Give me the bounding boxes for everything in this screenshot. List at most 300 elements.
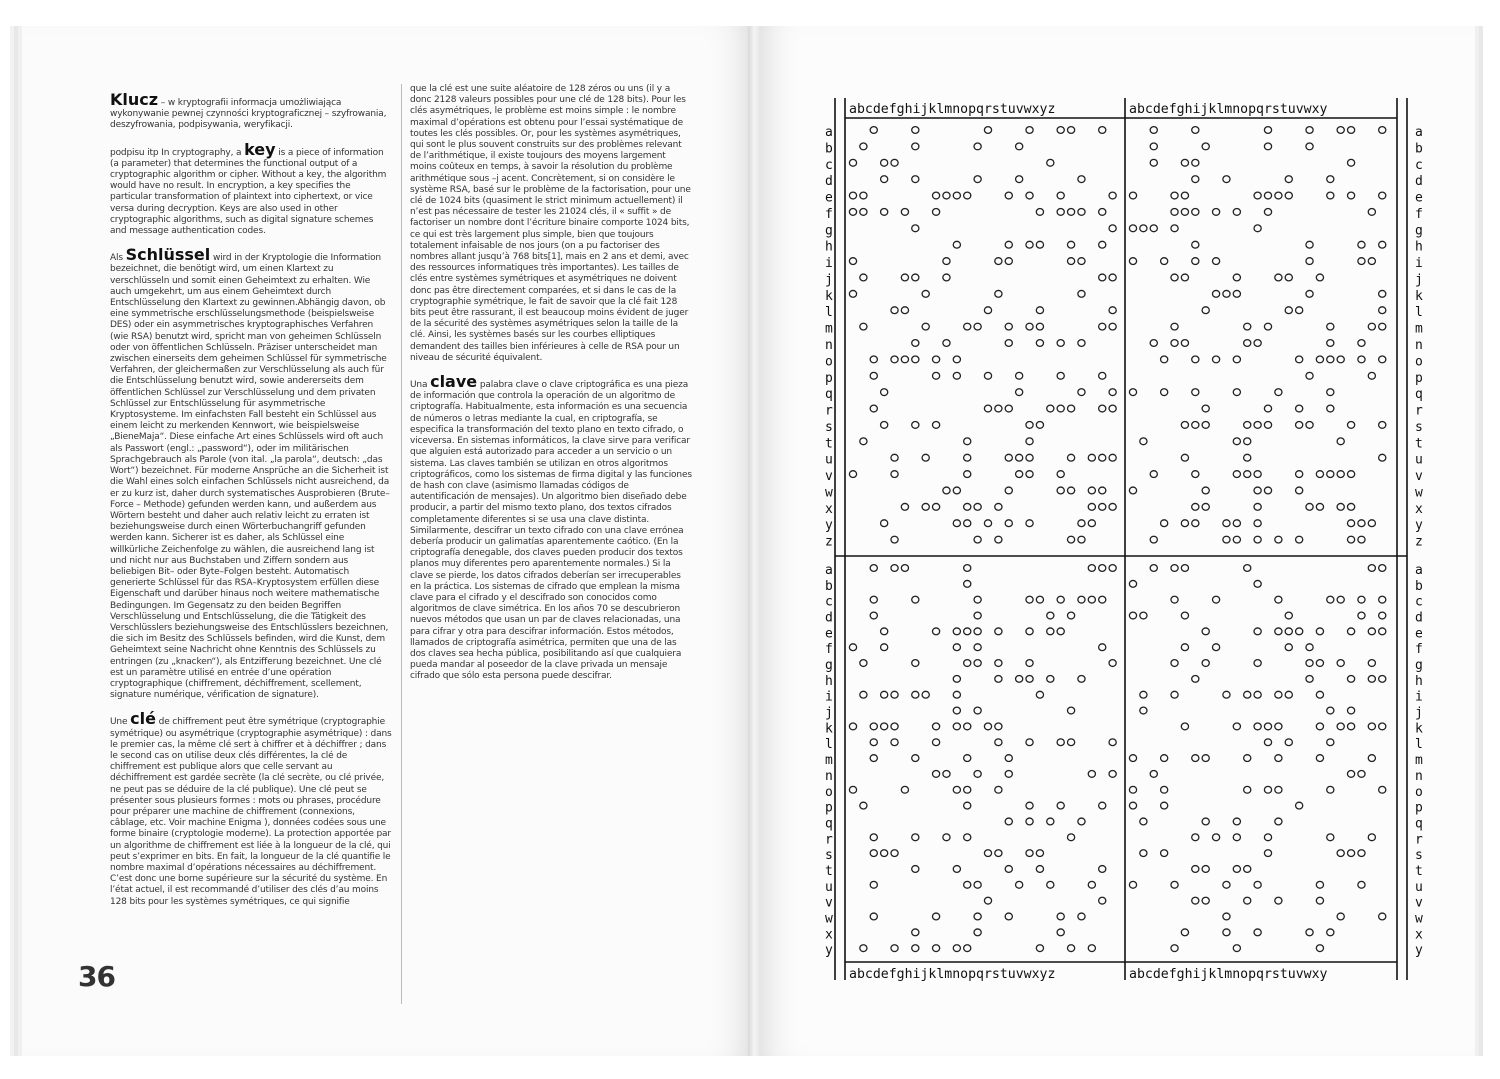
grille-row-label-left: h bbox=[825, 239, 833, 255]
grille-hole bbox=[1244, 323, 1251, 330]
grille-hole bbox=[881, 520, 888, 527]
grille-row-label-left: g bbox=[825, 223, 833, 239]
grille-hole bbox=[1212, 290, 1219, 297]
grille-hole bbox=[1088, 771, 1095, 778]
grille-hole bbox=[964, 580, 971, 587]
grille-hole bbox=[995, 786, 1002, 793]
grille-hole bbox=[1078, 536, 1085, 543]
grille-hole bbox=[1109, 192, 1116, 199]
grille-hole bbox=[1212, 834, 1219, 841]
grille-hole bbox=[995, 258, 1002, 265]
grille-hole bbox=[901, 307, 908, 314]
grille-hole bbox=[1129, 487, 1136, 494]
grille-hole bbox=[1161, 755, 1168, 762]
grille-hole bbox=[1358, 612, 1365, 619]
grille-hole bbox=[1337, 723, 1344, 730]
grille-hole bbox=[870, 405, 877, 412]
grille-hole bbox=[953, 675, 960, 682]
grille-hole bbox=[860, 945, 867, 952]
grille-hole bbox=[912, 834, 919, 841]
grille-hole bbox=[1150, 471, 1157, 478]
grille-hole bbox=[964, 192, 971, 199]
grille-hole bbox=[1016, 454, 1023, 461]
grille-hole bbox=[901, 274, 908, 281]
grille-hole bbox=[1078, 913, 1085, 920]
grille-hole bbox=[1316, 471, 1323, 478]
grille-hole bbox=[1306, 290, 1313, 297]
grille-hole bbox=[1347, 159, 1354, 166]
grille-hole bbox=[984, 897, 991, 904]
grille-hole bbox=[849, 290, 856, 297]
grille-hole bbox=[1223, 913, 1230, 920]
grille-hole bbox=[1088, 596, 1095, 603]
grille-hole bbox=[1192, 176, 1199, 183]
grille-hole bbox=[912, 596, 919, 603]
grille-row-label-right: y bbox=[1415, 943, 1423, 959]
grille-row-label-left: b bbox=[825, 141, 833, 157]
grille-hole bbox=[1306, 258, 1313, 265]
grille-hole bbox=[1088, 565, 1095, 572]
grille-hole bbox=[1026, 241, 1033, 248]
grille-row-label-right: k bbox=[1415, 288, 1423, 304]
grille-hole bbox=[1026, 660, 1033, 667]
grille-row-label-left: i bbox=[825, 689, 833, 705]
grille-hole bbox=[1036, 866, 1043, 873]
grille-hole bbox=[1306, 143, 1313, 150]
grille-hole bbox=[849, 723, 856, 730]
grille-hole bbox=[1181, 929, 1188, 936]
grille-hole bbox=[1275, 818, 1282, 825]
grille-hole bbox=[964, 503, 971, 510]
grille-hole bbox=[1347, 127, 1354, 134]
grille-hole bbox=[860, 192, 867, 199]
grille-row-label-left: e bbox=[825, 626, 833, 642]
grille-hole bbox=[891, 536, 898, 543]
grille-row-label-right: d bbox=[1415, 174, 1423, 190]
grille-hole bbox=[1181, 209, 1188, 216]
grille-hole bbox=[881, 723, 888, 730]
grille-hole bbox=[1005, 818, 1012, 825]
grille-hole bbox=[1140, 818, 1147, 825]
grille-hole bbox=[891, 565, 898, 572]
grille-hole bbox=[964, 755, 971, 762]
grille-row-label-left: x bbox=[825, 927, 833, 943]
grille-hole bbox=[1161, 258, 1168, 265]
grille-hole bbox=[995, 503, 1002, 510]
grille-hole bbox=[860, 802, 867, 809]
grille-hole bbox=[881, 209, 888, 216]
grille-hole bbox=[964, 660, 971, 667]
grille-hole bbox=[1264, 192, 1271, 199]
grille-hole bbox=[1016, 176, 1023, 183]
grille-row-label-right: s bbox=[1415, 419, 1423, 435]
grille-hole bbox=[943, 834, 950, 841]
grille-row-label-left: s bbox=[825, 848, 833, 864]
grille-hole bbox=[1067, 258, 1074, 265]
grille-hole bbox=[1285, 274, 1292, 281]
grille-hole bbox=[922, 454, 929, 461]
grille-hole bbox=[1379, 723, 1386, 730]
grille-hole bbox=[1327, 192, 1334, 199]
grille-hole bbox=[995, 739, 1002, 746]
grille-hole bbox=[1099, 209, 1106, 216]
grille-hole bbox=[932, 913, 939, 920]
grille-hole bbox=[1036, 945, 1043, 952]
grille-hole bbox=[1181, 340, 1188, 347]
grille-hole bbox=[1285, 691, 1292, 698]
grille-hole bbox=[1316, 755, 1323, 762]
grille-hole bbox=[1078, 258, 1085, 265]
grille-hole bbox=[932, 739, 939, 746]
grille-hole bbox=[1285, 192, 1292, 199]
grille-hole bbox=[1296, 356, 1303, 363]
grille-hole bbox=[1057, 596, 1064, 603]
grille-hole bbox=[1026, 802, 1033, 809]
grille-hole bbox=[1233, 520, 1240, 527]
grille-hole bbox=[1057, 913, 1064, 920]
grille-row-label-left: n bbox=[825, 338, 833, 353]
grille-hole bbox=[1088, 487, 1095, 494]
grille-hole bbox=[1223, 929, 1230, 936]
grille-row-label-right: s bbox=[1415, 848, 1423, 864]
grille-hole bbox=[1171, 596, 1178, 603]
grille-hole bbox=[1379, 307, 1386, 314]
grille-hole bbox=[1088, 945, 1095, 952]
grille-hole bbox=[1026, 628, 1033, 635]
grille-hole bbox=[1057, 802, 1064, 809]
grille-hole bbox=[1005, 241, 1012, 248]
grille-hole bbox=[1026, 127, 1033, 134]
grille-hole bbox=[1192, 503, 1199, 510]
grille-hole bbox=[943, 487, 950, 494]
grille-hole bbox=[1067, 405, 1074, 412]
grille-hole bbox=[1264, 850, 1271, 857]
grille-row-label-right: u bbox=[1415, 879, 1423, 895]
grille-hole bbox=[953, 723, 960, 730]
grille-hole bbox=[1192, 755, 1199, 762]
grille-hole bbox=[1254, 723, 1261, 730]
grille-hole bbox=[849, 786, 856, 793]
paragraph-clave bbox=[410, 372, 692, 682]
grille-hole bbox=[1026, 739, 1033, 746]
grille-hole bbox=[1327, 786, 1334, 793]
grille-hole bbox=[1285, 176, 1292, 183]
grille-hole bbox=[1057, 192, 1064, 199]
grille-row-label-right: q bbox=[1415, 816, 1423, 832]
grille-hole bbox=[1254, 881, 1261, 888]
grille-row-label-left: w bbox=[825, 911, 833, 927]
grille-hole bbox=[1358, 771, 1365, 778]
grille-hole bbox=[1358, 850, 1365, 857]
grille-hole bbox=[1316, 723, 1323, 730]
grille-hole bbox=[1047, 628, 1054, 635]
grille-hole bbox=[984, 307, 991, 314]
grille-hole bbox=[1358, 536, 1365, 543]
grille-hole bbox=[1316, 274, 1323, 281]
paragraph-lead: podpisu itp In cryptography, a bbox=[110, 147, 245, 158]
grille-hole bbox=[849, 209, 856, 216]
grille-hole bbox=[1088, 454, 1095, 461]
grille-hole bbox=[1088, 881, 1095, 888]
grille-hole bbox=[1347, 503, 1354, 510]
grille-hole bbox=[1233, 945, 1240, 952]
grille-hole bbox=[1358, 241, 1365, 248]
grille-hole bbox=[881, 850, 888, 857]
grille-hole bbox=[984, 127, 991, 134]
grille-hole bbox=[1244, 340, 1251, 347]
grille-hole bbox=[1358, 356, 1365, 363]
grille-hole bbox=[953, 487, 960, 494]
grille-hole bbox=[984, 372, 991, 379]
grille-hole bbox=[1171, 274, 1178, 281]
grille-hole bbox=[901, 209, 908, 216]
grille-hole bbox=[1099, 127, 1106, 134]
grille-hole bbox=[1026, 192, 1033, 199]
grille-hole bbox=[870, 755, 877, 762]
grille-hole bbox=[891, 691, 898, 698]
grille-hole bbox=[1078, 389, 1085, 396]
grille-hole bbox=[1047, 675, 1054, 682]
grille-hole bbox=[995, 290, 1002, 297]
grille-hole bbox=[1057, 405, 1064, 412]
grille-row-label-left: p bbox=[825, 370, 833, 386]
grille-hole bbox=[1067, 536, 1074, 543]
grille-row-label-left: e bbox=[825, 190, 833, 206]
grille-hole bbox=[974, 929, 981, 936]
grille-hole bbox=[1181, 612, 1188, 619]
grille-hole bbox=[953, 372, 960, 379]
grille-hole bbox=[1264, 405, 1271, 412]
grille-hole bbox=[1223, 176, 1230, 183]
grille-hole bbox=[995, 628, 1002, 635]
grille-hole bbox=[974, 612, 981, 619]
grille-hole bbox=[912, 422, 919, 429]
term-clave: clave bbox=[430, 372, 478, 392]
grille-hole bbox=[1057, 929, 1064, 936]
grille-hole bbox=[1254, 471, 1261, 478]
grille-hole bbox=[1296, 422, 1303, 429]
grille-row-label-right: i bbox=[1415, 256, 1423, 272]
term-schluessel: Schlüssel bbox=[125, 245, 211, 265]
grille-hole bbox=[1316, 691, 1323, 698]
grille-hole bbox=[1109, 503, 1116, 510]
grille-hole bbox=[953, 241, 960, 248]
grille-row-label-left: m bbox=[825, 321, 833, 337]
grille-hole bbox=[1296, 802, 1303, 809]
grille-hole bbox=[1327, 471, 1334, 478]
grille-hole bbox=[1047, 405, 1054, 412]
grille-hole bbox=[1223, 536, 1230, 543]
grille-hole bbox=[1171, 225, 1178, 232]
paragraph-klucz bbox=[110, 90, 392, 132]
grille-hole bbox=[1264, 143, 1271, 150]
grille-hole bbox=[974, 913, 981, 920]
grille-hole bbox=[932, 945, 939, 952]
grille-hole bbox=[1327, 707, 1334, 714]
grille-hole bbox=[974, 771, 981, 778]
grille-hole bbox=[860, 143, 867, 150]
grille-row-label-right: c bbox=[1415, 594, 1423, 610]
grille-row-label-left: q bbox=[825, 816, 833, 832]
grille-row-label-left: c bbox=[825, 594, 833, 610]
grille-row-label-left: s bbox=[825, 419, 833, 435]
grille-hole bbox=[1202, 866, 1209, 873]
grille-hole bbox=[1275, 723, 1282, 730]
grille-row-label-right: h bbox=[1415, 673, 1423, 689]
grille-hole bbox=[1306, 127, 1313, 134]
grille-hole bbox=[1337, 913, 1344, 920]
grille-hole bbox=[1171, 881, 1178, 888]
grille-hole bbox=[1358, 258, 1365, 265]
grille-row-label-right: b bbox=[1415, 578, 1423, 594]
grille-hole bbox=[1368, 209, 1375, 216]
grille-hole bbox=[1347, 707, 1354, 714]
grille-hole bbox=[1275, 755, 1282, 762]
grille-hole bbox=[1379, 422, 1386, 429]
grille-hole bbox=[953, 192, 960, 199]
term-klucz: Klucz bbox=[110, 90, 159, 109]
grille-row-label-right: w bbox=[1415, 911, 1423, 927]
grille-hole bbox=[849, 258, 856, 265]
grille-hole bbox=[932, 422, 939, 429]
grille-row-label-left: x bbox=[825, 501, 833, 517]
grille-hole bbox=[1306, 372, 1313, 379]
grille-hole bbox=[849, 159, 856, 166]
grille-hole bbox=[849, 192, 856, 199]
grille-hole bbox=[964, 786, 971, 793]
grille-hole bbox=[943, 192, 950, 199]
grille-hole bbox=[881, 422, 888, 429]
grille-hole bbox=[964, 628, 971, 635]
grille-hole bbox=[1192, 209, 1199, 216]
grille-hole bbox=[1129, 192, 1136, 199]
grille-hole bbox=[1150, 159, 1157, 166]
grille-hole bbox=[870, 596, 877, 603]
grille-hole bbox=[1244, 565, 1251, 572]
grille-hole bbox=[1016, 389, 1023, 396]
grille-hole bbox=[1099, 454, 1106, 461]
grille-row-label-left: d bbox=[825, 610, 833, 626]
grille-hole bbox=[1316, 503, 1323, 510]
grille-hole bbox=[912, 755, 919, 762]
grille-hole bbox=[1244, 691, 1251, 698]
grille-hole bbox=[1067, 127, 1074, 134]
grille-hole bbox=[1233, 471, 1240, 478]
grille-hole bbox=[849, 644, 856, 651]
grille-hole bbox=[1150, 340, 1157, 347]
grille-hole bbox=[1244, 786, 1251, 793]
grille-hole bbox=[1233, 209, 1240, 216]
grille-hole bbox=[1368, 834, 1375, 841]
grille-hole bbox=[1171, 340, 1178, 347]
paragraph-cle bbox=[110, 709, 392, 907]
grille-hole bbox=[1202, 897, 1209, 904]
grille-hole bbox=[974, 536, 981, 543]
grille-hole bbox=[1150, 565, 1157, 572]
grille-row-label-left: a bbox=[825, 563, 833, 578]
grille-row-label-right: f bbox=[1415, 642, 1423, 658]
grille-hole bbox=[1099, 274, 1106, 281]
grille-hole bbox=[870, 612, 877, 619]
grille-hole bbox=[984, 723, 991, 730]
grille-row-label-left: m bbox=[825, 753, 833, 769]
grille-hole bbox=[1244, 438, 1251, 445]
grille-hole bbox=[1285, 739, 1292, 746]
grille-row-label-right: m bbox=[1415, 321, 1423, 337]
grille-footer-right: abcdefghijklmnopqrstuvwxy bbox=[1129, 967, 1328, 982]
grille-hole bbox=[1212, 596, 1219, 603]
grille-hole bbox=[1337, 503, 1344, 510]
grille-hole bbox=[1285, 612, 1292, 619]
grille-hole bbox=[1285, 628, 1292, 635]
grille-hole bbox=[860, 274, 867, 281]
grille-hole bbox=[1067, 707, 1074, 714]
grille-hole bbox=[1099, 802, 1106, 809]
grille-hole bbox=[932, 771, 939, 778]
term-cle: clé bbox=[130, 709, 156, 729]
grille-hole bbox=[1223, 881, 1230, 888]
grille-hole bbox=[1016, 372, 1023, 379]
grille-hole bbox=[1379, 913, 1386, 920]
grille-hole bbox=[1379, 127, 1386, 134]
grille-hole bbox=[1067, 739, 1074, 746]
grille-hole bbox=[1192, 356, 1199, 363]
grille-hole bbox=[1078, 340, 1085, 347]
grille-hole bbox=[912, 340, 919, 347]
grille-row-label-left: j bbox=[825, 705, 833, 721]
grille-hole bbox=[1264, 739, 1271, 746]
grille-hole bbox=[1254, 628, 1261, 635]
grille-hole bbox=[1337, 438, 1344, 445]
grille-hole bbox=[1379, 290, 1386, 297]
grille-hole bbox=[870, 739, 877, 746]
grille-hole bbox=[1347, 850, 1354, 857]
grille-hole bbox=[1202, 307, 1209, 314]
grille-hole bbox=[1368, 723, 1375, 730]
grille-hole bbox=[1005, 520, 1012, 527]
grille-hole bbox=[1078, 675, 1085, 682]
grille-hole bbox=[1047, 159, 1054, 166]
grille-hole bbox=[1254, 340, 1261, 347]
grille-hole bbox=[1005, 258, 1012, 265]
grille-hole bbox=[912, 866, 919, 873]
grille-hole bbox=[1254, 660, 1261, 667]
grille-hole bbox=[1379, 323, 1386, 330]
grille-row-label-left: y bbox=[825, 943, 833, 959]
grille-hole bbox=[1212, 209, 1219, 216]
grille-row-label-right: c bbox=[1415, 157, 1423, 173]
grille-row-label-left: q bbox=[825, 387, 833, 403]
grille-hole bbox=[1161, 520, 1168, 527]
grille-hole bbox=[1016, 675, 1023, 682]
grille-row-label-left: k bbox=[825, 721, 833, 737]
grille-row-label-right: a bbox=[1415, 125, 1423, 140]
grille-hole bbox=[881, 691, 888, 698]
grille-row-label-left: l bbox=[825, 737, 833, 753]
grille-hole bbox=[1099, 405, 1106, 412]
grille-row-label-left: j bbox=[825, 272, 833, 288]
grille-hole bbox=[1306, 675, 1313, 682]
grille-hole bbox=[1181, 274, 1188, 281]
grille-hole bbox=[1202, 660, 1209, 667]
grille-hole bbox=[1181, 454, 1188, 461]
paragraph-text: is a piece of information (a parameter) that determines the functional output of a cryptographic algorithm or cipher. Without a key, the algorithm would have no result. In encryption, a key specifies the particular transformation of plaintext into ciphertext, or vice versa during decryption. Keys are also used in other cryptographic algorithms, such as digital signature schemes and message authentication codes. bbox=[110, 147, 387, 237]
grille-hole bbox=[1233, 536, 1240, 543]
grille-row-label-right: r bbox=[1415, 403, 1423, 419]
grille-row-label-left: o bbox=[825, 784, 833, 800]
grille-hole bbox=[1192, 159, 1199, 166]
grille-hole bbox=[1223, 290, 1230, 297]
